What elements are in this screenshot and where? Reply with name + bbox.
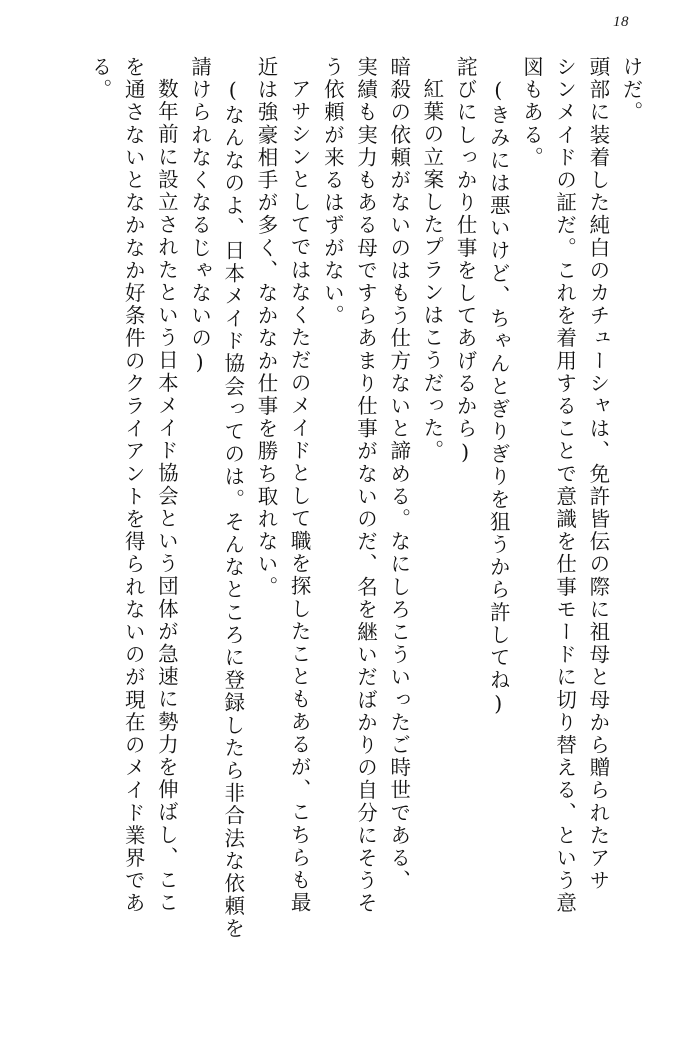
text-line: 頭部に装着した純白のカチューシャは、免許皆伝の際に祖母と母から贈られたアサ <box>585 56 610 893</box>
vertical-text-block <box>42 56 641 1022</box>
text-line: 詫びにしっかり仕事をしてあげるから) <box>453 56 478 467</box>
text-line: 数年前に設立されたという日本メイド協会という団体が急速に勢力を伸ばし、ここ <box>154 78 179 915</box>
text-line: う依頼が来るはずがない。 <box>320 56 345 328</box>
page-number: 18 <box>613 14 629 30</box>
text-line: 紅葉の立案したプランはこうだった。 <box>419 78 444 463</box>
text-line: を通さないとなかなか好条件のクライアントを得られないのが現在のメイド業界であ <box>121 56 146 915</box>
text-line: (なんなのよ、日本メイド協会ってのは。そんなところに登録したら非合法な依頼を <box>220 78 245 941</box>
text-line: アサシンとしてではなくただのメイドとして職を探したこともあるが、こちらも最 <box>287 78 312 915</box>
text-line: けだ。 <box>619 56 643 124</box>
text-line: シンメイドの証だ。これを着用することで意識を仕事モードに切り替える、という意 <box>552 56 577 915</box>
text-line: 暗殺の依頼がないのはもう仕方ないと諦める。なにしろこういったご時世である、 <box>386 56 411 893</box>
text-line: 近は強豪相手が多く、なかなか仕事を勝ち取れない。 <box>253 56 278 599</box>
text-line: 請けられなくなるじゃないの) <box>187 56 212 376</box>
text-line: る。 <box>88 56 112 102</box>
text-line: 図もある。 <box>519 56 544 169</box>
text-line: (きみには悪いけど、ちゃんとぎりぎりを狙うから許してね) <box>486 78 511 718</box>
text-line: 実績も実力もある母ですらあまり仕事がないのだ、名を継いだばかりの自分にそうそ <box>353 56 378 915</box>
